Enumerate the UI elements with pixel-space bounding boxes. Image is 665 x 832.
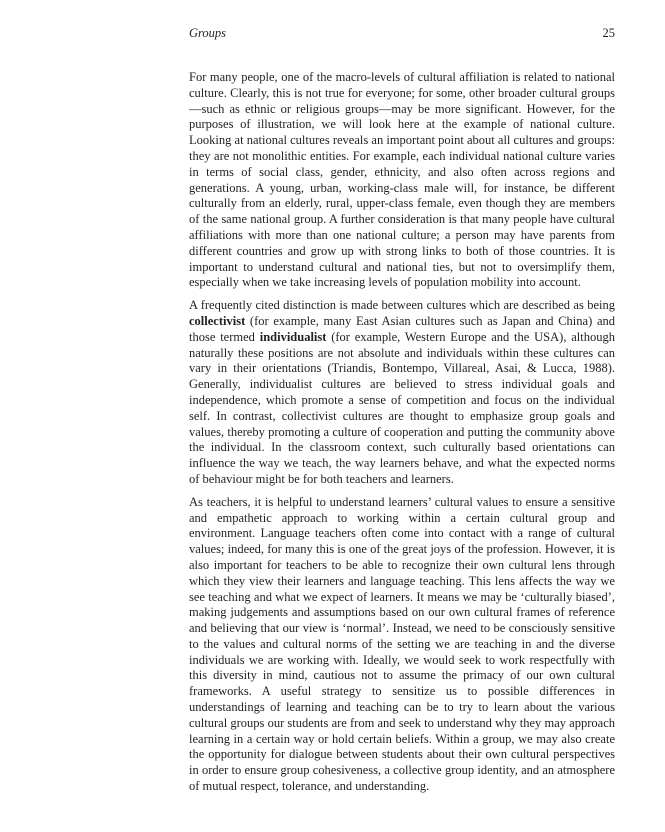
running-head (189, 25, 615, 41)
paragraph-national-culture: For many people, one of the macro-levels of cultural affiliation is related to national culture. Clearly, this is not true for everyone; for some, other broader cultural groups—such as ethnic or religious groups—may be more significant. However, for the purposes of illustration, we will look here at the example of national culture. Looking at national cultures reveals an important point about all cultures and groups: they are not monolithic entities. For example, each individual national culture varies in terms of social class, gender, ethnicity, and also often across regions and generations. A young, urban, working-class male will, for instance, be different culturally from an elderly, rural, upper-class female, even though they are members of the same national group. A further consideration is that many people have cultural affiliations with more than one national culture; a person may have parents from different countries and grow up with strong links to both of those countries. It is important to understand cultural and national ties, but not to oversimplify them, especially when we take increasing levels of population mobility into account. (189, 70, 615, 290)
paragraph-text: (for example, Western Europe and the USA), although naturally these positions are not absolute and individuals within these cultures can vary in their orientations (Triandis, Bontempo, Villareal, Asai, & Lucca, 1988). Generally, individualist cultures are believed to stress individual goals and independence, which promote a sense of competition and focus on the individual self. In contrast, collectivist cultures are thought to emphasize group goals and values, thereby promoting a culture of cooperation and putting the community above the individual. In the classroom context, such culturally based orientations can influence the way we teach, the way learners behave, and what the expected norms of behaviour might be for both teachers and learners. (189, 329, 615, 486)
paragraph-collectivist-individualist (189, 298, 615, 488)
term-collectivist: collectivist (189, 313, 246, 328)
section-title: Groups (189, 26, 227, 40)
body-text (189, 70, 615, 802)
paragraph-teachers-cultural-values: As teachers, it is helpful to understand learners’ cultural values to ensure a sensitive and empathetic approach to working within a certain cultural group and environment. Language teachers often come into contact with a range of cultural values; indeed, for many this is one of the great joys of the profession. However, it is also important for teachers to be able to recognize their own cultural lens through which they view their learners and language teaching. This lens affects the way we see teaching and what we expect of learners. It means we may be ‘culturally biased’, making judgements and assumptions based on our own cultural frames of reference and believing that our view is ‘normal’. Instead, we need to be consciously sensitive to the values and cultural norms of the setting we are teaching in and the diverse individuals we are working with. Ideally, we would seek to work respectfully with this diversity in mind, cautious not to assume the primacy of our own cultural frameworks. A useful strategy to sensitize us to possible differences in understandings of learning and teaching can be to try to learn about the various cultural groups our students are from and seek to understand why they may approach learning in a certain way or hold certain beliefs. Within a group, we may also create the opportunity for dialogue between students about their own cultural perspectives in order to ensure group cohesiveness, a collective group identity, and an atmosphere of mutual respect, tolerance, and understanding. (189, 494, 615, 794)
term-individualist: individualist (259, 329, 327, 344)
page-number: 25 (602, 26, 615, 40)
paragraph-text: A frequently cited distinction is made between cultures which are described as being (189, 298, 615, 313)
paragraph-text: (for example, many East Asian cultures such as Japan and China) and those termed (189, 313, 615, 344)
